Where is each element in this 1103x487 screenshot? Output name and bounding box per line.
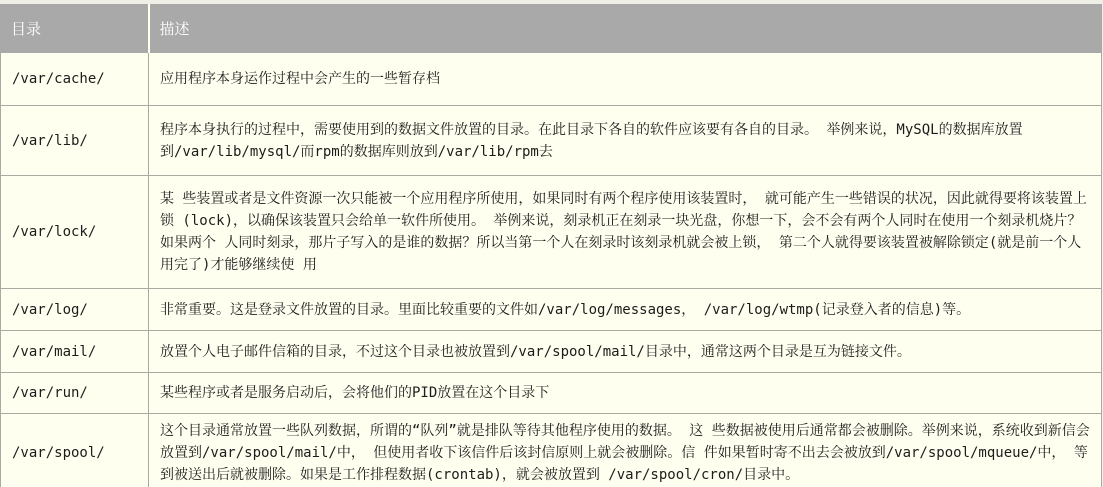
directory-cell: /var/lib/ — [1, 106, 149, 176]
directory-cell: /var/spool/ — [1, 414, 149, 487]
directory-cell: /var/run/ — [1, 373, 149, 414]
directory-cell: /var/mail/ — [1, 331, 149, 373]
directory-cell: /var/lock/ — [1, 176, 149, 289]
header-description: 描述 — [149, 5, 1102, 53]
description-cell: 应用程序本身运作过程中会产生的一些暂存档 — [149, 53, 1102, 106]
description-cell: 非常重要。这是登录文件放置的目录。里面比较重要的文件如/var/log/messages， /var/log/wtmp(记录登入者的信息)等。 — [149, 289, 1102, 331]
var-directories-table — [0, 4, 1102, 487]
description-cell: 某 些装置或者是文件资源一次只能被一个应用程序所使用，如果同时有两个程序使用该装置时， 就可能产生一些错误的状况，因此就得要将该装置上锁 (lock)，以确保该装置只会给单一软件所使用。 举例来说，刻录机正在刻录一块光盘，你想一下，会不会有两个人同时在使用一个刻录机烧片？ 如果两个 人同时刻录，那片子写入的是谁的数据？所以当第一个人在刻录时该刻录机就会被上锁， 第二个人就得要该装置被解除锁定(就是前一个人用完了)才能够继续使 用 — [149, 176, 1102, 289]
header-directory: 目录 — [1, 5, 149, 53]
table-row — [1, 176, 1102, 289]
directory-cell: /var/log/ — [1, 289, 149, 331]
description-cell: 这个目录通常放置一些队列数据，所谓的“队列”就是排队等待其他程序使用的数据。 这 些数据被使用后通常都会被删除。举例来说，系统收到新信会放置到/var/spool/mail/中， 但使用者收下该信件后该封信原则上就会被删除。信 件如果暂时寄不出去会被放到/var/spool/mqueue/中， 等到被送出后就被删除。如果是工作排程数据(crontab)，就会被放置到 /var/spool/cron/目录中。 — [149, 414, 1102, 487]
table-row — [1, 289, 1102, 331]
description-cell: 某些程序或者是服务启动后，会将他们的PID放置在这个目录下 — [149, 373, 1102, 414]
table-row — [1, 331, 1102, 373]
table-row — [1, 373, 1102, 414]
table-row — [1, 53, 1102, 106]
table-header-row — [1, 5, 1102, 53]
table-row — [1, 106, 1102, 176]
description-cell: 放置个人电子邮件信箱的目录，不过这个目录也被放置到/var/spool/mail/目录中，通常这两个目录是互为链接文件。 — [149, 331, 1102, 373]
table-body — [1, 53, 1102, 487]
table-row — [1, 414, 1102, 487]
directory-cell: /var/cache/ — [1, 53, 149, 106]
description-cell: 程序本身执行的过程中，需要使用到的数据文件放置的目录。在此目录下各自的软件应该要有各自的目录。 举例来说，MySQL的数据库放置到/var/lib/mysql/而rpm的数据库则放到/var/lib/rpm去 — [149, 106, 1102, 176]
